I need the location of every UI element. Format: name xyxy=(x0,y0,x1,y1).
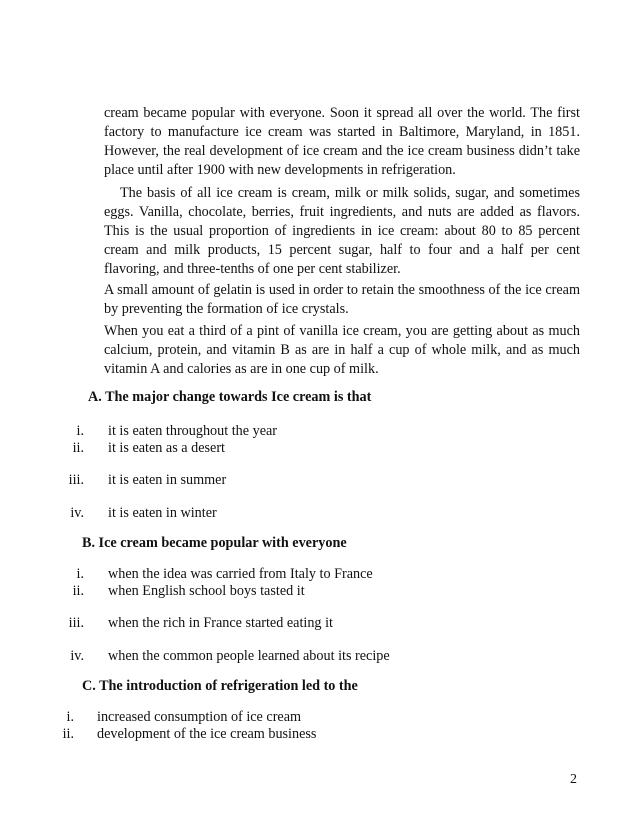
question-b-heading: B. Ice cream became popular with everyone xyxy=(82,535,347,551)
option-number: i. xyxy=(76,423,84,439)
paragraph-2: The basis of all ice cream is cream, milk or milk solids, sugar, and sometimes eggs. Vanilla, chocolate, berries, fruit ingredients, and nuts are added as flavors. This is the usual proportion of ingredients in ice cream: about 80 to 85 percent cream and milk products, 15 percent sugar, half to four and a half per cent flavoring, and three-tenths of one per cent stabilizer. xyxy=(104,185,580,277)
option-number: ii. xyxy=(72,583,84,599)
question-a-heading: A. The major change towards Ice cream is that xyxy=(88,389,372,405)
option-number: ii. xyxy=(72,440,84,456)
option-text: development of the ice cream business xyxy=(97,726,317,742)
option-text: when the rich in France started eating it xyxy=(108,615,333,631)
option-text: it is eaten in winter xyxy=(108,505,217,521)
option-text: it is eaten in summer xyxy=(108,472,227,488)
page-number: 2 xyxy=(570,772,577,787)
question-c-heading: C. The introduction of refrigeration led to the xyxy=(82,678,358,694)
option-text: when English school boys tasted it xyxy=(108,583,305,599)
option-number: iii. xyxy=(68,615,84,631)
option-text: increased consumption of ice cream xyxy=(97,709,302,725)
option-text: it is eaten throughout the year xyxy=(108,423,278,439)
option-text: when the common people learned about its recipe xyxy=(108,648,390,664)
option-text: when the idea was carried from Italy to France xyxy=(108,566,373,582)
option-number: ii. xyxy=(62,726,74,742)
option-number: iii. xyxy=(68,472,84,488)
option-number: iv. xyxy=(70,505,84,521)
paragraph-4: When you eat a third of a pint of vanilla ice cream, you are getting about as much calcium, protein, and vitamin B as are in half a cup of whole milk, and as much vitamin A and calories as are in one cup of milk. xyxy=(104,323,580,377)
paragraph-3: A small amount of gelatin is used in order to retain the smoothness of the ice cream by preventing the formation of ice crystals. xyxy=(104,282,580,317)
option-text: it is eaten as a desert xyxy=(108,440,225,456)
paragraph-1: cream became popular with everyone. Soon it spread all over the world. The first factory to manufacture ice cream was started in Baltimore, Maryland, in 1851. However, the real development of ice cream and the ice cream business didn’t take place until after 1900 with new developments in refrigeration. xyxy=(104,105,580,178)
option-number: iv. xyxy=(70,648,84,664)
option-number: i. xyxy=(76,566,84,582)
option-number: i. xyxy=(66,709,74,725)
